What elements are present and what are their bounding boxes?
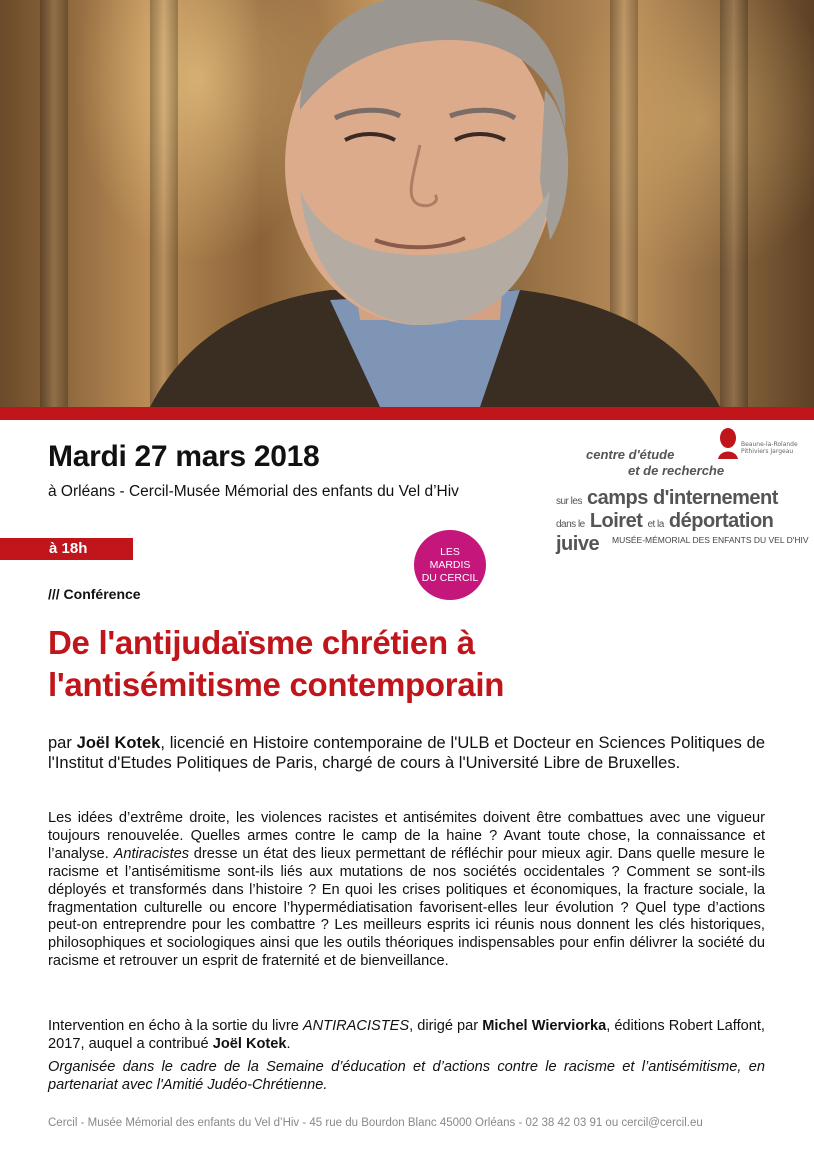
mardis-du-cercil-badge xyxy=(414,530,486,600)
event-time: à 18h xyxy=(49,540,88,557)
speaker-photo xyxy=(0,0,814,407)
logo-portrait-icon xyxy=(716,427,740,459)
badge-line1: LES xyxy=(440,545,460,558)
logo-line5: MUSÉE-MÉMORIAL DES ENFANTS DU VEL D'HIV xyxy=(612,535,809,545)
badge-line3: DU CERCIL xyxy=(421,571,479,584)
book-intervention: Intervention en écho à la sortie du livre ANTIRACISTES, dirigé par Michel Wierviorka, éditions Robert Laffont, 2017, auquel a contribué Joël Kotek. xyxy=(48,1018,765,1052)
footer-contact: Cercil - Musée Mémorial des enfants du Vel d’Hiv - 45 rue du Bourdon Blanc 45000 Orléans - 02 38 42 03 91 ou cercil@cercil.eu xyxy=(48,1117,703,1129)
speaker-portrait-illustration xyxy=(0,0,814,407)
speaker-name: Joël Kotek xyxy=(76,734,161,752)
logo-line2: et de recherche xyxy=(628,463,725,478)
book-title: Antiracistes xyxy=(113,845,190,862)
cercil-logo xyxy=(556,425,814,555)
header-divider xyxy=(0,407,814,420)
logo-line3: sur les camps d'internement xyxy=(556,487,778,509)
event-time-band xyxy=(0,538,133,560)
title-line2: l'antisémitisme contemporain xyxy=(48,666,505,703)
event-venue: à Orléans - Cercil-Musée Mémorial des enfants du Vel d’Hiv xyxy=(48,483,459,500)
event-date: Mardi 27 mars 2018 xyxy=(48,440,320,473)
speaker-bio: par Joël Kotek, licencié en Histoire contemporaine de l'ULB et Docteur en Sciences Politiques de l'Institut d'Etudes Politiques de Paris, chargé de cours à l'Université Libre de Bruxelles. xyxy=(48,734,765,772)
badge-line2: MARDIS xyxy=(429,558,471,571)
title-line1: De l'antijudaïsme chrétien à xyxy=(48,624,475,661)
logo-places: Beaune-la-Rolande Pithiviers Jargeau xyxy=(741,441,798,455)
event-description: Les idées d’extrême droite, les violences racistes et antisémites doivent être combattues avec une vigueur toujours renouvelée. Quelles armes contre le camp de la haine ? Avant toute chose, la connaissance et l’analyse. Antiracistes dresse un état des lieux permettant de réfléchir pour mieux agir. Dans quelle mesure le racisme et l’antisémitisme sont-ils liés aux mutations de nos sociétés occidentales ? Comment se sont-ils déployés et transformés dans l’histoire ? En quoi les crises politiques et économiques, la fracture sociale, la fragmentation culturelle ou encore l’hypermédiatisation favorisent-elles leur évolution ? Quel type d’actions peut-on entreprendre pour les combattre ? Les meilleurs esprits ici réunis nous donnent les clés historiques, philosophiques et sociologiques ainsi que les outils théoriques indispensables pour enfin délivrer la société du racisme et retrouver un esprit de fraternité et de bienveillance. xyxy=(48,810,765,970)
conference-title xyxy=(48,622,788,706)
organisation-note: Organisée dans le cadre de la Semaine d’éducation et d’actions contre le racisme et l’antisémitisme, en partenariat avec l'Amitié Judéo-Chrétienne. xyxy=(48,1059,765,1093)
logo-line4: dans le Loiret et la déportation juive xyxy=(556,510,774,555)
logo-line1: centre d'étude xyxy=(586,447,675,462)
conference-label: /// Conférence xyxy=(48,586,141,602)
